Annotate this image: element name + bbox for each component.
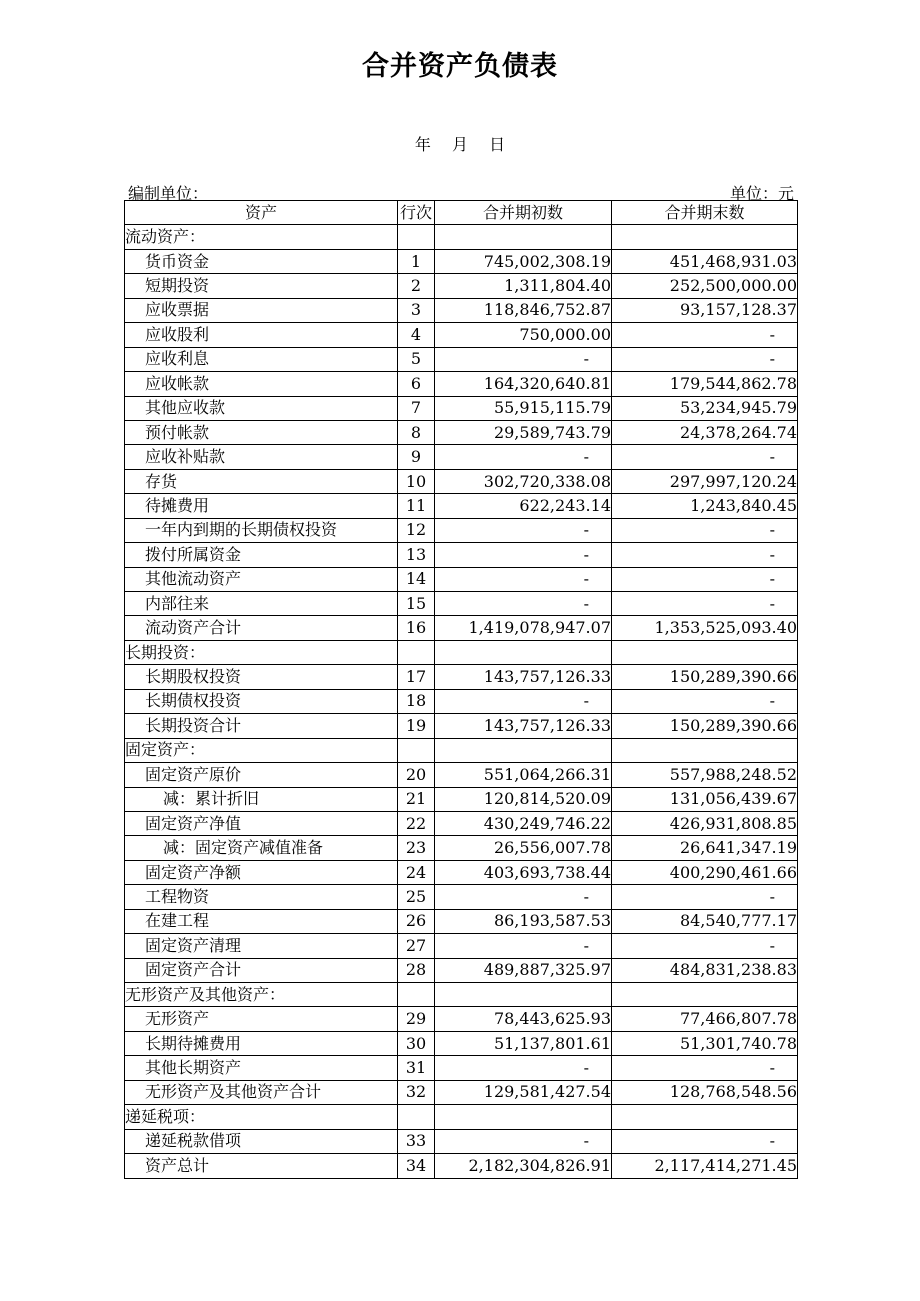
table-row xyxy=(125,811,798,835)
row-end-value: 426,931,808.85 xyxy=(612,811,798,835)
row-line-number: 3 xyxy=(398,298,435,322)
row-end-value: 400,290,461.66 xyxy=(612,860,798,884)
row-item-name: 应收股利 xyxy=(125,323,398,347)
row-begin-value: - xyxy=(435,1129,612,1153)
row-line-number: 6 xyxy=(398,372,435,396)
row-begin-value: 51,137,801.61 xyxy=(435,1031,612,1055)
row-line-number: 7 xyxy=(398,396,435,420)
row-line-number: 24 xyxy=(398,860,435,884)
row-item-name: 一年内到期的长期债权投资 xyxy=(125,518,398,542)
table-row xyxy=(125,934,798,958)
row-begin-value: 143,757,126.33 xyxy=(435,665,612,689)
row-begin-value: - xyxy=(435,567,612,591)
row-line-number xyxy=(398,640,435,664)
row-line-number xyxy=(398,738,435,762)
row-end-value: - xyxy=(612,323,798,347)
row-item-name: 其他长期资产 xyxy=(125,1056,398,1080)
row-begin-value: 489,887,325.97 xyxy=(435,958,612,982)
table-row xyxy=(125,396,798,420)
table-row xyxy=(125,1105,798,1129)
row-end-value: 252,500,000.00 xyxy=(612,274,798,298)
date-month: 月 xyxy=(451,135,468,154)
row-begin-value: 120,814,520.09 xyxy=(435,787,612,811)
row-item-name: 减：累计折旧 xyxy=(125,787,398,811)
row-end-value: 179,544,862.78 xyxy=(612,372,798,396)
row-line-number: 27 xyxy=(398,934,435,958)
row-item-name: 固定资产原价 xyxy=(125,763,398,787)
row-begin-value: 129,581,427.54 xyxy=(435,1080,612,1104)
row-begin-value: 118,846,752.87 xyxy=(435,298,612,322)
compiler-label: 编制单位： xyxy=(128,184,209,203)
row-begin-value: - xyxy=(435,1056,612,1080)
row-begin-value: - xyxy=(435,445,612,469)
row-item-name: 无形资产及其他资产合计 xyxy=(125,1080,398,1104)
table-row xyxy=(125,469,798,493)
row-end-value: - xyxy=(612,934,798,958)
row-line-number xyxy=(398,225,435,249)
row-item-name: 预付帐款 xyxy=(125,420,398,444)
row-line-number xyxy=(398,1105,435,1129)
table-row xyxy=(125,689,798,713)
row-begin-value xyxy=(435,738,612,762)
row-end-value: 150,289,390.66 xyxy=(612,714,798,738)
table-row xyxy=(125,983,798,1007)
row-item-name: 递延税项： xyxy=(125,1105,398,1129)
row-line-number: 2 xyxy=(398,274,435,298)
row-end-value: - xyxy=(612,1129,798,1153)
row-begin-value: 2,182,304,826.91 xyxy=(435,1154,612,1178)
row-item-name: 递延税款借项 xyxy=(125,1129,398,1153)
row-begin-value: 143,757,126.33 xyxy=(435,714,612,738)
row-item-name: 减：固定资产减值准备 xyxy=(125,836,398,860)
row-line-number: 15 xyxy=(398,592,435,616)
row-line-number: 32 xyxy=(398,1080,435,1104)
row-begin-value xyxy=(435,1105,612,1129)
row-end-value: 24,378,264.74 xyxy=(612,420,798,444)
row-line-number: 25 xyxy=(398,885,435,909)
row-begin-value: 430,249,746.22 xyxy=(435,811,612,835)
row-item-name: 在建工程 xyxy=(125,909,398,933)
column-header-line-no: 行次 xyxy=(398,201,435,225)
row-end-value: 484,831,238.83 xyxy=(612,958,798,982)
report-date xyxy=(0,132,920,155)
table-row xyxy=(125,567,798,591)
row-begin-value: 1,311,804.40 xyxy=(435,274,612,298)
table-row xyxy=(125,1129,798,1153)
row-line-number: 1 xyxy=(398,249,435,273)
row-item-name: 长期债权投资 xyxy=(125,689,398,713)
row-begin-value: 403,693,738.44 xyxy=(435,860,612,884)
row-begin-value: - xyxy=(435,934,612,958)
row-line-number: 26 xyxy=(398,909,435,933)
row-line-number: 10 xyxy=(398,469,435,493)
row-item-name: 工程物资 xyxy=(125,885,398,909)
row-item-name: 无形资产 xyxy=(125,1007,398,1031)
row-end-value: 128,768,548.56 xyxy=(612,1080,798,1104)
row-line-number: 8 xyxy=(398,420,435,444)
table-row xyxy=(125,909,798,933)
row-end-value xyxy=(612,640,798,664)
row-item-name: 资产总计 xyxy=(125,1154,398,1178)
row-begin-value: - xyxy=(435,347,612,371)
row-begin-value: 302,720,338.08 xyxy=(435,469,612,493)
table-row xyxy=(125,860,798,884)
row-begin-value: - xyxy=(435,543,612,567)
table-row xyxy=(125,445,798,469)
row-end-value xyxy=(612,1105,798,1129)
row-end-value xyxy=(612,225,798,249)
table-row xyxy=(125,787,798,811)
row-begin-value: - xyxy=(435,885,612,909)
table-row xyxy=(125,1007,798,1031)
table-row xyxy=(125,763,798,787)
row-line-number: 31 xyxy=(398,1056,435,1080)
row-begin-value: 622,243.14 xyxy=(435,494,612,518)
row-item-name: 长期股权投资 xyxy=(125,665,398,689)
row-line-number: 13 xyxy=(398,543,435,567)
row-item-name: 固定资产合计 xyxy=(125,958,398,982)
row-item-name: 应收补贴款 xyxy=(125,445,398,469)
row-item-name: 短期投资 xyxy=(125,274,398,298)
table-row xyxy=(125,738,798,762)
table-row xyxy=(125,836,798,860)
row-line-number: 22 xyxy=(398,811,435,835)
table-row xyxy=(125,347,798,371)
row-end-value: 93,157,128.37 xyxy=(612,298,798,322)
row-item-name: 固定资产： xyxy=(125,738,398,762)
date-day: 日 xyxy=(489,135,506,154)
column-header-end: 合并期末数 xyxy=(612,201,798,225)
table-row xyxy=(125,1080,798,1104)
table-row xyxy=(125,714,798,738)
row-item-name: 应收票据 xyxy=(125,298,398,322)
row-line-number: 33 xyxy=(398,1129,435,1153)
table-row xyxy=(125,616,798,640)
table-row xyxy=(125,518,798,542)
row-end-value: 84,540,777.17 xyxy=(612,909,798,933)
table-header-row xyxy=(125,201,798,225)
row-begin-value: - xyxy=(435,518,612,542)
row-end-value: - xyxy=(612,518,798,542)
table-row xyxy=(125,592,798,616)
row-begin-value: 86,193,587.53 xyxy=(435,909,612,933)
row-end-value: 77,466,807.78 xyxy=(612,1007,798,1031)
table-row xyxy=(125,1031,798,1055)
row-end-value: 2,117,414,271.45 xyxy=(612,1154,798,1178)
row-item-name: 存货 xyxy=(125,469,398,493)
row-begin-value: 26,556,007.78 xyxy=(435,836,612,860)
row-item-name: 固定资产净额 xyxy=(125,860,398,884)
row-line-number: 28 xyxy=(398,958,435,982)
row-line-number: 18 xyxy=(398,689,435,713)
row-end-value: - xyxy=(612,347,798,371)
table-row xyxy=(125,274,798,298)
row-line-number: 14 xyxy=(398,567,435,591)
currency-unit-label: 单位：元 xyxy=(729,184,794,203)
row-begin-value: 78,443,625.93 xyxy=(435,1007,612,1031)
row-end-value xyxy=(612,738,798,762)
row-begin-value: 750,000.00 xyxy=(435,323,612,347)
row-item-name: 其他应收款 xyxy=(125,396,398,420)
row-item-name: 其他流动资产 xyxy=(125,567,398,591)
row-item-name: 长期待摊费用 xyxy=(125,1031,398,1055)
row-end-value: - xyxy=(612,885,798,909)
table-row xyxy=(125,1056,798,1080)
table-row xyxy=(125,958,798,982)
row-end-value: - xyxy=(612,689,798,713)
row-begin-value: 745,002,308.19 xyxy=(435,249,612,273)
row-line-number: 21 xyxy=(398,787,435,811)
table-row xyxy=(125,249,798,273)
table-row xyxy=(125,372,798,396)
row-end-value: - xyxy=(612,543,798,567)
row-line-number: 17 xyxy=(398,665,435,689)
row-line-number: 11 xyxy=(398,494,435,518)
row-begin-value xyxy=(435,640,612,664)
row-end-value: - xyxy=(612,567,798,591)
row-item-name: 货币资金 xyxy=(125,249,398,273)
row-item-name: 流动资产合计 xyxy=(125,616,398,640)
row-item-name: 长期投资合计 xyxy=(125,714,398,738)
row-begin-value: 551,064,266.31 xyxy=(435,763,612,787)
table-body xyxy=(125,225,798,1178)
row-begin-value: 55,915,115.79 xyxy=(435,396,612,420)
row-end-value: - xyxy=(612,1056,798,1080)
row-end-value: 1,243,840.45 xyxy=(612,494,798,518)
row-item-name: 流动资产： xyxy=(125,225,398,249)
row-end-value: 51,301,740.78 xyxy=(612,1031,798,1055)
table-row xyxy=(125,640,798,664)
row-begin-value: 29,589,743.79 xyxy=(435,420,612,444)
row-begin-value: - xyxy=(435,689,612,713)
row-line-number: 5 xyxy=(398,347,435,371)
row-begin-value xyxy=(435,983,612,1007)
column-header-begin: 合并期初数 xyxy=(435,201,612,225)
table-row xyxy=(125,420,798,444)
balance-sheet-table xyxy=(124,200,798,1179)
row-line-number: 9 xyxy=(398,445,435,469)
row-line-number: 30 xyxy=(398,1031,435,1055)
row-end-value: - xyxy=(612,445,798,469)
row-end-value: 1,353,525,093.40 xyxy=(612,616,798,640)
report-title: 合并资产负债表 xyxy=(362,51,558,82)
row-line-number: 12 xyxy=(398,518,435,542)
table-row xyxy=(125,225,798,249)
row-end-value: - xyxy=(612,592,798,616)
row-end-value: 53,234,945.79 xyxy=(612,396,798,420)
column-header-asset: 资产 xyxy=(125,201,398,225)
row-item-name: 无形资产及其他资产： xyxy=(125,983,398,1007)
row-end-value: 150,289,390.66 xyxy=(612,665,798,689)
table-row xyxy=(125,543,798,567)
row-end-value xyxy=(612,983,798,1007)
row-end-value: 131,056,439.67 xyxy=(612,787,798,811)
row-item-name: 长期投资： xyxy=(125,640,398,664)
row-line-number: 29 xyxy=(398,1007,435,1031)
row-item-name: 应收帐款 xyxy=(125,372,398,396)
row-begin-value: - xyxy=(435,592,612,616)
row-line-number: 4 xyxy=(398,323,435,347)
row-begin-value xyxy=(435,225,612,249)
row-line-number xyxy=(398,983,435,1007)
table-row xyxy=(125,298,798,322)
table-row xyxy=(125,885,798,909)
row-line-number: 23 xyxy=(398,836,435,860)
row-item-name: 固定资产清理 xyxy=(125,934,398,958)
row-item-name: 内部往来 xyxy=(125,592,398,616)
row-end-value: 557,988,248.52 xyxy=(612,763,798,787)
table-row xyxy=(125,323,798,347)
row-item-name: 固定资产净值 xyxy=(125,811,398,835)
table-row xyxy=(125,1154,798,1178)
date-year: 年 xyxy=(414,135,431,154)
table-row xyxy=(125,665,798,689)
row-item-name: 拨付所属资金 xyxy=(125,543,398,567)
row-line-number: 34 xyxy=(398,1154,435,1178)
row-end-value: 451,468,931.03 xyxy=(612,249,798,273)
table-row xyxy=(125,494,798,518)
row-item-name: 应收利息 xyxy=(125,347,398,371)
row-begin-value: 164,320,640.81 xyxy=(435,372,612,396)
row-end-value: 297,997,120.24 xyxy=(612,469,798,493)
row-item-name: 待摊费用 xyxy=(125,494,398,518)
row-line-number: 16 xyxy=(398,616,435,640)
row-line-number: 20 xyxy=(398,763,435,787)
row-line-number: 19 xyxy=(398,714,435,738)
row-end-value: 26,641,347.19 xyxy=(612,836,798,860)
row-begin-value: 1,419,078,947.07 xyxy=(435,616,612,640)
